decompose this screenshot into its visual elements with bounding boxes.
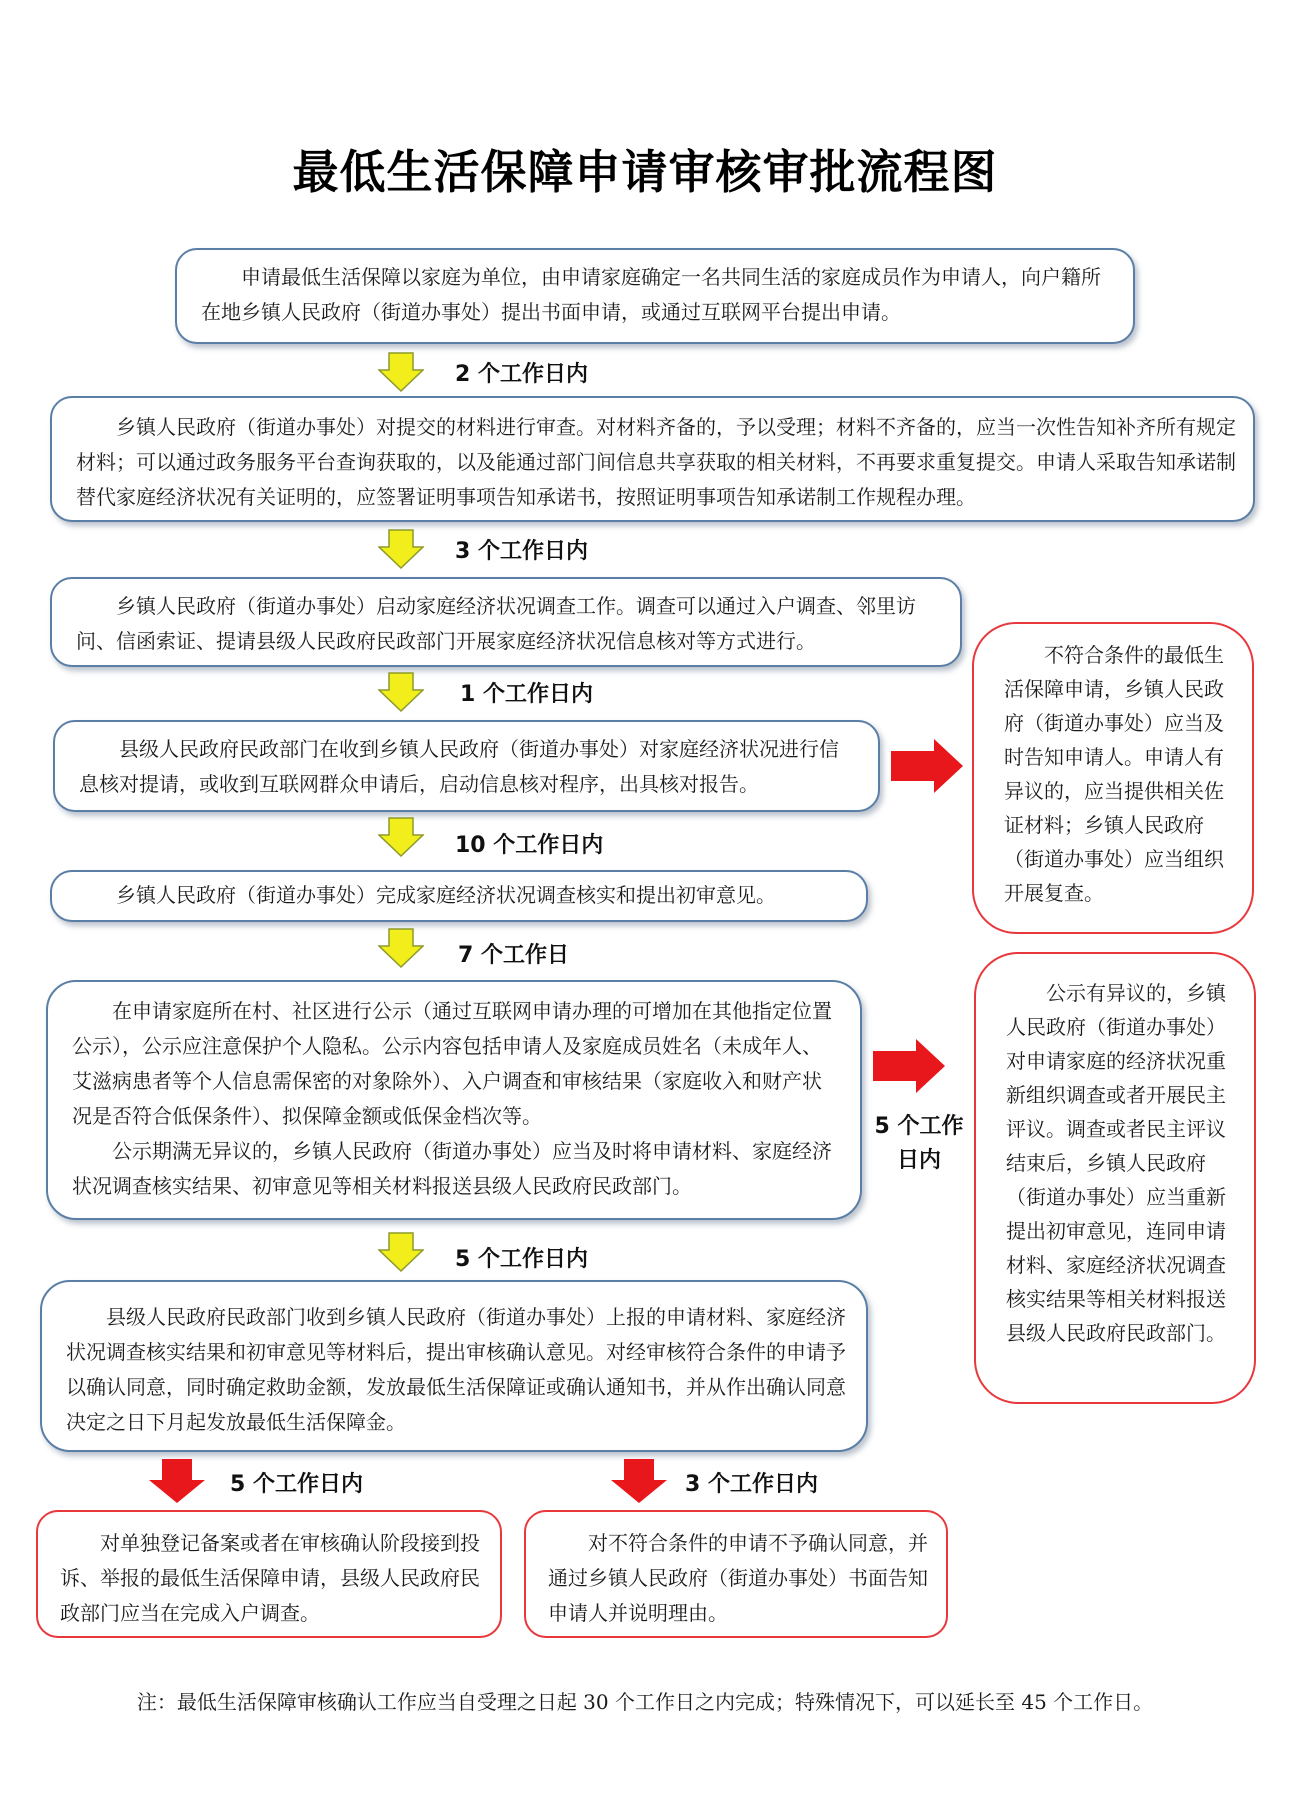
right-arrow-icon bbox=[890, 738, 964, 794]
step-6-paragraph-2: 公示期满无异议的，乡镇人民政府（街道办事处）应当及时将申请材料、家庭经济状况调查核实结果、初审意见等相关材料报送县级人民政府民政部门。 bbox=[72, 1139, 832, 1198]
outcome-1-box bbox=[36, 1510, 502, 1638]
duration-label-6: 5 个工作日内 bbox=[455, 1247, 588, 1272]
side-note-2-text: 公示有异议的，乡镇人民政府（街道办事处）对申请家庭的经济状况重新组织调查或者开展民主评议。调查或者民主评议结束后，乡镇人民政府（街道办事处）应当重新提出初审意见，连同申请材料、家庭经济状况调查核实结果等相关材料报送县级人民政府民政部门。 bbox=[1006, 981, 1226, 1345]
duration-label-1: 2 个工作日内 bbox=[455, 362, 588, 387]
down-arrow-icon bbox=[610, 1458, 668, 1504]
outcome-2-text: 对不符合条件的申请不予确认同意，并通过乡镇人民政府（街道办事处）书面告知申请人并说明理由。 bbox=[548, 1531, 928, 1625]
step-2-box bbox=[50, 396, 1255, 522]
down-arrow-icon bbox=[378, 817, 424, 857]
side-duration-label: 5 个工作日内 bbox=[874, 1114, 964, 1173]
step-4-box bbox=[53, 720, 880, 812]
outcome-1-text: 对单独登记备案或者在审核确认阶段接到投诉、举报的最低生活保障申请，县级人民政府民政部门应当在完成入户调查。 bbox=[60, 1531, 480, 1625]
down-arrow-icon bbox=[378, 1232, 424, 1272]
step-6-box bbox=[46, 980, 862, 1220]
outcome-1-duration: 5 个工作日内 bbox=[230, 1472, 363, 1497]
right-arrow-icon bbox=[872, 1038, 946, 1094]
duration-label-3: 1 个工作日内 bbox=[460, 682, 593, 707]
step-5-text: 乡镇人民政府（街道办事处）完成家庭经济状况调查核实和提出初审意见。 bbox=[116, 883, 776, 907]
outcome-2-duration: 3 个工作日内 bbox=[685, 1472, 818, 1497]
duration-label-2: 3 个工作日内 bbox=[455, 539, 588, 564]
step-2-text: 乡镇人民政府（街道办事处）对提交的材料进行审查。对材料齐备的，予以受理；材料不齐备的，应当一次性告知补齐所有规定材料；可以通过政务服务平台查询获取的，以及能通过部门间信息共享获取的相关材料，不再要求重复提交。申请人采取告知承诺制替代家庭经济状况有关证明的，应签署证明事项告知承诺书，按照证明事项告知承诺制工作规程办理。 bbox=[76, 415, 1236, 509]
step-1-text: 申请最低生活保障以家庭为单位，由申请家庭确定一名共同生活的家庭成员作为申请人，向户籍所在地乡镇人民政府（街道办事处）提出书面申请，或通过互联网平台提出申请。 bbox=[201, 265, 1101, 324]
down-arrow-icon bbox=[148, 1458, 206, 1504]
side-note-2-box bbox=[974, 952, 1256, 1404]
step-6-paragraph-1: 在申请家庭所在村、社区进行公示（通过互联网申请办理的可增加在其他指定位置公示），公示应注意保护个人隐私。公示内容包括申请人及家庭成员姓名（未成年人、艾滋病患者等个人信息需保密的对象除外）、入户调查和审核结果（家庭收入和财产状况是否符合低保条件）、拟保障金额或低保金档次等。 bbox=[72, 999, 832, 1128]
step-7-text: 县级人民政府民政部门收到乡镇人民政府（街道办事处）上报的申请材料、家庭经济状况调查核实结果和初审意见等材料后，提出审核确认意见。对经审核符合条件的申请予以确认同意，同时确定救助金额，发放最低生活保障证或确认通知书，并从作出确认同意决定之日下月起发放最低生活保障金。 bbox=[66, 1305, 846, 1434]
step-1-box bbox=[175, 248, 1135, 344]
step-7-box bbox=[40, 1280, 868, 1452]
step-3-text: 乡镇人民政府（街道办事处）启动家庭经济状况调查工作。调查可以通过入户调查、邻里访问、信函索证、提请县级人民政府民政部门开展家庭经济状况信息核对等方式进行。 bbox=[76, 594, 916, 653]
step-4-text: 县级人民政府民政部门在收到乡镇人民政府（街道办事处）对家庭经济状况进行信息核对提请，或收到互联网群众申请后，启动信息核对程序，出具核对报告。 bbox=[79, 737, 839, 796]
footnote: 注：最低生活保障审核确认工作应当自受理之日起 30 个工作日之内完成；特殊情况下，可以延长至 45 个工作日。 bbox=[136, 1690, 1154, 1714]
down-arrow-icon bbox=[378, 928, 424, 968]
outcome-2-box bbox=[524, 1510, 948, 1638]
page-title: 最低生活保障申请审核审批流程图 bbox=[292, 145, 998, 199]
duration-label-5: 7 个工作日 bbox=[458, 943, 569, 968]
down-arrow-icon bbox=[378, 529, 424, 569]
step-3-box bbox=[50, 577, 962, 667]
side-note-1-box bbox=[972, 622, 1254, 934]
step-5-box bbox=[50, 870, 868, 922]
duration-label-4: 10 个工作日内 bbox=[455, 833, 604, 858]
down-arrow-icon bbox=[378, 352, 424, 392]
side-note-1-text: 不符合条件的最低生活保障申请，乡镇人民政府（街道办事处）应当及时告知申请人。申请人有异议的，应当提供相关佐证材料；乡镇人民政府（街道办事处）应当组织开展复查。 bbox=[1004, 643, 1224, 905]
down-arrow-icon bbox=[378, 672, 424, 712]
